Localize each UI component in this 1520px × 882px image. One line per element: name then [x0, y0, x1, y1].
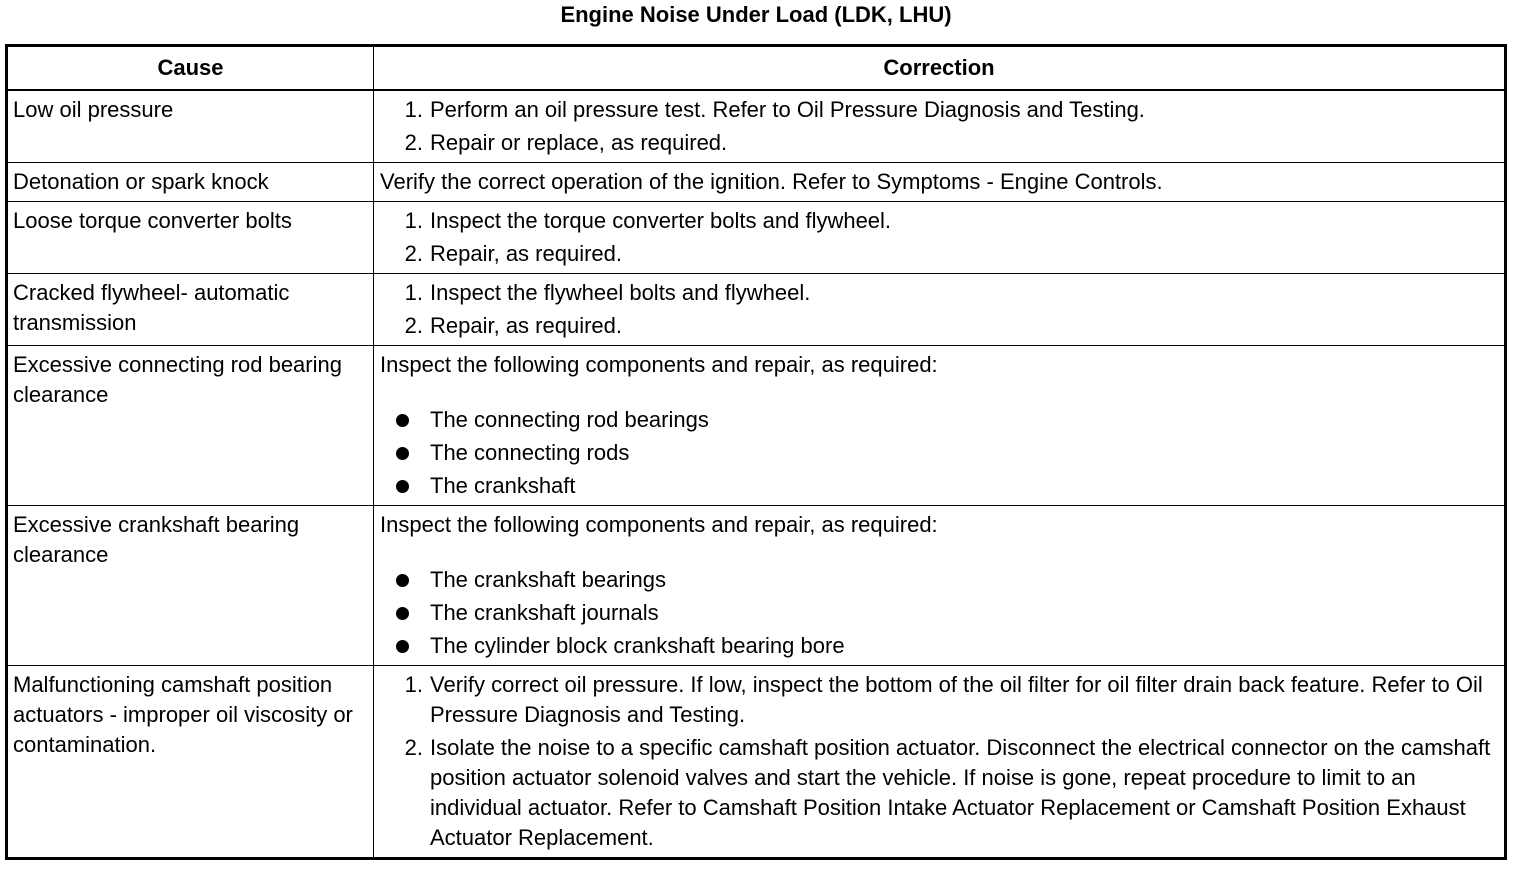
diagnosis-table: [5, 44, 1507, 860]
table-row: [7, 506, 1506, 666]
list-item: 2. Repair, as required.: [404, 241, 622, 266]
correction-cell: [374, 346, 1506, 506]
bullet-icon: [380, 631, 430, 661]
correction-cell: [374, 90, 1506, 163]
cause-cell: Detonation or spark knock: [7, 163, 374, 202]
table-row: [7, 346, 1506, 506]
list-item: 2. Repair or replace, as required.: [404, 130, 728, 155]
bullet-icon: [380, 598, 430, 628]
cause-column-header: Cause: [7, 46, 374, 91]
table-header-row: [7, 46, 1506, 91]
cause-cell: Malfunctioning camshaft position actuators - improper oil viscosity or contamination.: [7, 666, 374, 859]
bullet-icon: [380, 565, 430, 595]
correction-cell: [374, 506, 1506, 666]
step-list: [380, 206, 1498, 269]
correction-cell: [374, 202, 1506, 274]
table-row: [7, 202, 1506, 274]
list-item: 1. Verify correct oil pressure. If low, inspect the bottom of the oil filter for oil filter drain back feature. Refer to Oil Pressure Diagnosis and Testing.: [404, 672, 1483, 727]
correction-cell: [374, 274, 1506, 346]
table-row: [7, 666, 1506, 859]
list-item: The crankshaft: [380, 471, 1498, 501]
table-row: [7, 90, 1506, 163]
bullet-list: [380, 405, 1498, 501]
cause-cell: Loose torque converter bolts: [7, 202, 374, 274]
table-row: [7, 163, 1506, 202]
cause-cell: Excessive connecting rod bearing clearance: [7, 346, 374, 506]
list-item: 1. Inspect the torque converter bolts and flywheel.: [404, 208, 892, 233]
bullet-list: [380, 565, 1498, 661]
correction-cell: Verify the correct operation of the ignition. Refer to Symptoms - Engine Controls.: [374, 163, 1506, 202]
correction-intro: Inspect the following components and repair, as required:: [380, 512, 938, 537]
list-item: 1. Inspect the flywheel bolts and flywheel.: [404, 280, 811, 305]
list-item: The crankshaft bearings: [380, 565, 1498, 595]
list-item: 1. Perform an oil pressure test. Refer to Oil Pressure Diagnosis and Testing.: [404, 97, 1145, 122]
list-item: The crankshaft journals: [380, 598, 1498, 628]
step-list: [380, 95, 1498, 158]
cause-cell: Excessive crankshaft bearing clearance: [7, 506, 374, 666]
list-item: The cylinder block crankshaft bearing bore: [380, 631, 1498, 661]
correction-cell: [374, 666, 1506, 859]
cause-cell: Low oil pressure: [7, 90, 374, 163]
list-item: 2. Isolate the noise to a specific camshaft position actuator. Disconnect the electrical connector on the camshaft position actuator solenoid valves and start the vehicle. If noise is gone, repeat procedure to limit to an individual actuator. Refer to Camshaft Position Intake Actuator Replacement or Camshaft Position Exhaust Actuator Replacement.: [404, 735, 1491, 850]
list-item: 2. Repair, as required.: [404, 313, 622, 338]
step-list: [380, 278, 1498, 341]
step-list: [380, 670, 1498, 853]
list-item: The connecting rod bearings: [380, 405, 1498, 435]
correction-intro: Inspect the following components and repair, as required:: [380, 352, 938, 377]
bullet-icon: [380, 471, 430, 501]
list-item: The connecting rods: [380, 438, 1498, 468]
correction-column-header: Correction: [374, 46, 1506, 91]
cause-cell: Cracked flywheel- automatic transmission: [7, 274, 374, 346]
page-title: Engine Noise Under Load (LDK, LHU): [560, 2, 952, 27]
table-row: [7, 274, 1506, 346]
bullet-icon: [380, 405, 430, 435]
bullet-icon: [380, 438, 430, 468]
